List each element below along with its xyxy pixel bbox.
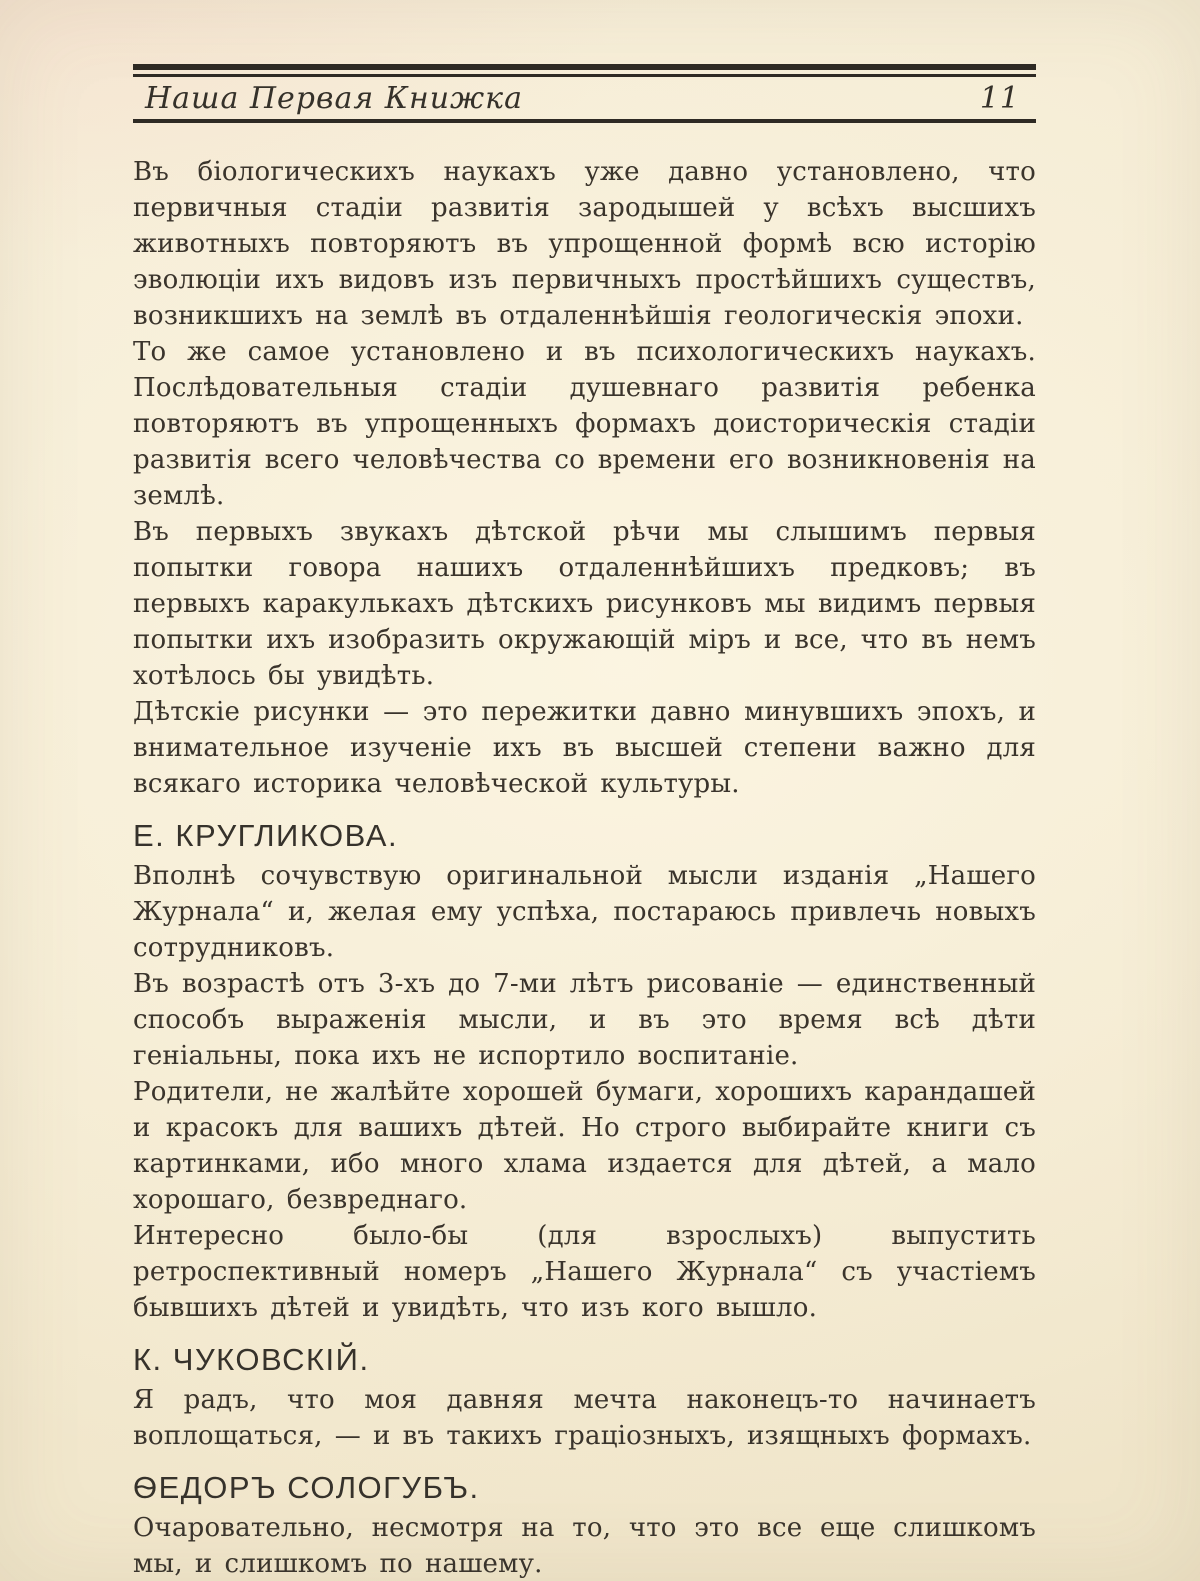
section-paragraph: Очаровательно, несмотря на то, что это все еще слишкомъ мы, и слишкомъ по нашему. [133, 1513, 1036, 1579]
section-paragraph: Интересно было-бы (для взрослыхъ) выпустить ретроспективный номеръ „Нашего Журнала“ съ участіемъ бывшихъ дѣтей и увидѣть, что изъ кого вышло. [133, 1221, 1036, 1323]
page-body [133, 154, 1036, 1581]
intro-paragraph: Дѣтскіе рисунки — это пережитки давно минувшихъ эпохъ, и внимательное изученіе ихъ въ высшей степени важно для всякаго историка человѣческой культуры. [133, 697, 1036, 799]
section-paragraph: Въ возрастѣ отъ 3-хъ до 7-ми лѣтъ рисованіе — единственный способъ выраженія мысли, и въ это время всѣ дѣти геніальны, пока ихъ не испортило воспитаніе. [133, 969, 1036, 1071]
section-paragraph: Я радъ, что моя давняя мечта наконецъ-то начинаетъ воплощаться, — и въ такихъ граціозныхъ, изящныхъ формахъ. [133, 1385, 1036, 1451]
page-content [133, 64, 1036, 1581]
section-paragraph: Родители, не жалѣйте хорошей бумаги, хорошихъ карандашей и красокъ для вашихъ дѣтей. Но строго выбирайте книги съ картинками, ибо много хлама издается для дѣтей, а мало хорошаго, безвреднаго. [133, 1077, 1036, 1215]
running-title: Наша Первая Книжка [145, 81, 523, 116]
header-rule-bottom [133, 119, 1036, 123]
author-heading-sologub: ѲЕДОРЪ СОЛОГУБЪ. [133, 1470, 480, 1505]
author-heading-kruglikova: Е. КРУГЛИКОВА. [133, 818, 399, 853]
intro-paragraph: Въ первыхъ звукахъ дѣтской рѣчи мы слышимъ первыя попытки говора нашихъ отдаленнѣйшихъ предковъ; въ первыхъ каракулькахъ дѣтскихъ рисунковъ мы видимъ первыя попытки ихъ изобразить окружающій міръ и все, что въ немъ хотѣлось бы увидѣть. [133, 517, 1036, 691]
section-paragraph: Вполнѣ сочувствую оригинальной мысли изданія „Нашего Журнала“ и, желая ему успѣха, постараюсь привлечь новыхъ сотрудниковъ. [133, 861, 1036, 963]
running-header [133, 64, 1036, 123]
intro-paragraph: Въ біологическихъ наукахъ уже давно установлено, что первичныя стадіи развитія зародышей у всѣхъ высшихъ животныхъ повторяютъ въ упрощенной формѣ всю исторію эволюціи ихъ видовъ изъ первичныхъ простѣйшихъ существъ, возникшихъ на землѣ въ отдаленнѣйшія геологическія эпохи. [133, 157, 1036, 331]
author-heading-chukovsky: К. ЧУКОВСКІЙ. [133, 1342, 370, 1377]
running-header-row [133, 77, 1036, 119]
page-number: 11 [979, 81, 1020, 116]
header-rule-top-heavy [133, 64, 1036, 70]
intro-paragraph: То же самое установлено и въ психологическихъ наукахъ. Послѣдовательныя стадіи душевнаго развитія ребенка повторяютъ въ упрощенныхъ формахъ доисторическія стадіи развитія всего человѣчества со времени его возникновенія на землѣ. [133, 337, 1036, 511]
